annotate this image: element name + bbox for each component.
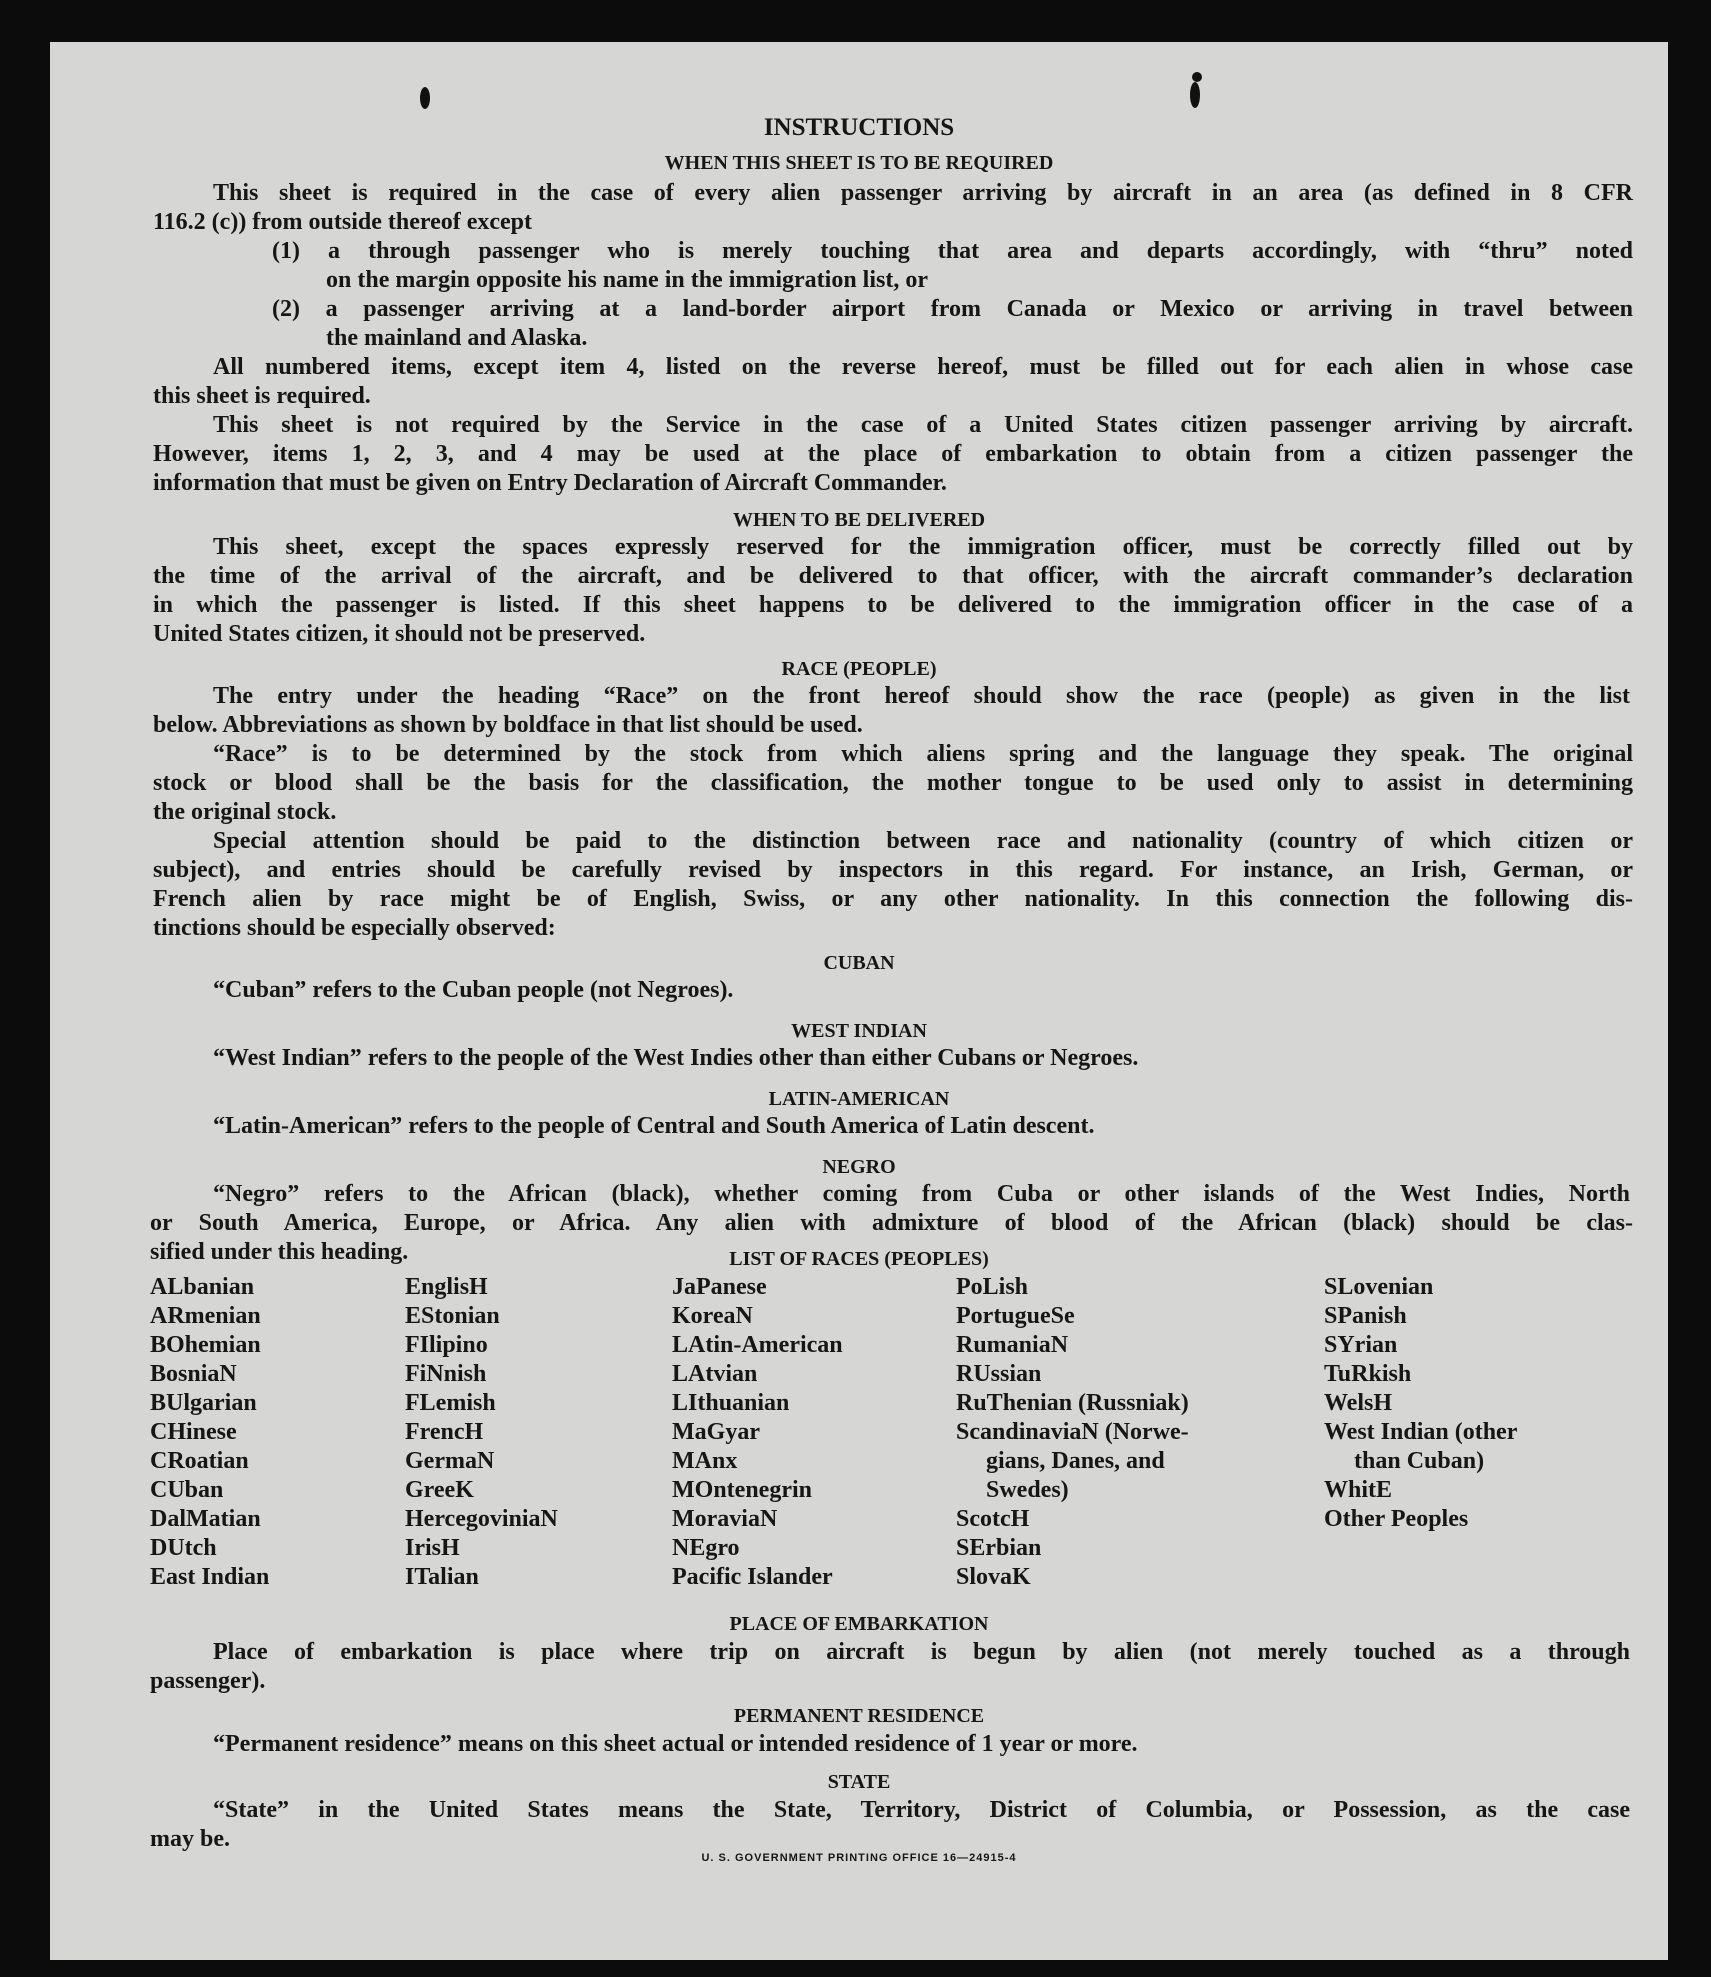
paragraph-line: “State” in the United States means the State, Territory, District of Columbia, or Possession, as the case xyxy=(213,1797,1630,1823)
section-heading-race: RACE (PEOPLE) xyxy=(781,658,937,680)
section-heading-cuban: CUBAN xyxy=(823,952,895,974)
paragraph-line: This sheet, except the spaces expressly reserved for the immigration officer, must be correctly filled out by xyxy=(213,534,1633,560)
race-item: TuRkish xyxy=(1324,1361,1412,1387)
race-item: WhitE xyxy=(1324,1477,1393,1503)
paragraph-line: subject), and entries should be carefully revised by inspectors in this regard. For instance, an Irish, German, or xyxy=(153,857,1633,883)
paragraph-line: This sheet is required in the case of every alien passenger arriving by aircraft in an area (as defined in 8 CFR xyxy=(213,180,1633,206)
section-heading-list-of-races: LIST OF RACES (PEOPLES) xyxy=(729,1248,989,1270)
race-item: RuThenian (Russniak) xyxy=(956,1390,1189,1416)
punch-hole-mark xyxy=(420,87,430,109)
paragraph-line: Special attention should be paid to the distinction between race and nationality (country of which citizen or xyxy=(213,828,1633,854)
race-item: SErbian xyxy=(956,1535,1042,1561)
race-item: West Indian (other xyxy=(1324,1419,1518,1445)
race-item: East Indian xyxy=(150,1564,270,1590)
paragraph-line: (1) a through passenger who is merely touching that area and departs accordingly, with “thru” noted xyxy=(272,238,1633,264)
race-item: WelsH xyxy=(1324,1390,1393,1416)
section-heading-west-indian: WEST INDIAN xyxy=(791,1020,927,1042)
races-column-2 xyxy=(405,1273,558,1592)
paragraph-line: 116.2 (c)) from outside thereof except xyxy=(153,209,533,235)
paragraph-line: stock or blood shall be the basis for the classification, the mother tongue to be used only to assist in determining xyxy=(153,770,1633,796)
page-title: INSTRUCTIONS xyxy=(763,114,955,141)
race-item: FrencH xyxy=(405,1419,484,1445)
paragraph-line: sified under this heading. xyxy=(150,1239,409,1265)
paragraph-line: “Cuban” refers to the Cuban people (not Negroes). xyxy=(213,977,734,1003)
race-item: DalMatian xyxy=(150,1506,261,1532)
paragraph-line: “Negro” refers to the African (black), whether coming from Cuba or other islands of the West Indies, North xyxy=(213,1181,1630,1207)
race-item: SLovenian xyxy=(1324,1274,1434,1300)
paragraph-line: “Permanent residence” means on this sheet actual or intended residence of 1 year or more. xyxy=(213,1731,1138,1757)
race-item: ScandinaviaN (Norwe- xyxy=(956,1419,1189,1445)
section-heading-negro: NEGRO xyxy=(822,1156,896,1178)
races-column-4 xyxy=(956,1273,1189,1592)
paragraph-line: tinctions should be especially observed: xyxy=(153,915,556,941)
race-item: GermaN xyxy=(405,1448,495,1474)
race-item: ALbanian xyxy=(150,1274,255,1300)
paragraph-line: “Latin-American” refers to the people of Central and South America of Latin descent. xyxy=(213,1113,1095,1139)
race-item: SPanish xyxy=(1324,1303,1407,1329)
paragraph-line: “West Indian” refers to the people of the West Indies other than either Cubans or Negroes. xyxy=(213,1045,1139,1071)
race-item: Pacific Islander xyxy=(672,1564,833,1590)
section-heading-embarkation: PLACE OF EMBARKATION xyxy=(729,1613,989,1635)
race-item: PoLish xyxy=(956,1274,1029,1300)
punch-hole-mark xyxy=(1190,82,1200,108)
race-item: LAtin-American xyxy=(672,1332,843,1358)
paragraph-line: (2) a passenger arriving at a land-border airport from Canada or Mexico or arriving in travel between xyxy=(272,296,1633,322)
printer-imprint: U. S. GOVERNMENT PRINTING OFFICE 16—24915-4 xyxy=(701,1852,1017,1864)
race-item: CRoatian xyxy=(150,1448,249,1474)
paragraph-line: This sheet is not required by the Service in the case of a United States citizen passenger arriving by aircraft. xyxy=(213,412,1633,438)
race-item: HercegoviniaN xyxy=(405,1506,558,1532)
paragraph-line: French alien by race might be of English, Swiss, or any other nationality. In this connection the following dis- xyxy=(153,886,1633,912)
paragraph-line: the original stock. xyxy=(153,799,337,825)
race-item: EnglisH xyxy=(405,1274,488,1300)
race-item: ARmenian xyxy=(150,1303,261,1329)
race-item: FiNnish xyxy=(405,1361,487,1387)
paragraph-line: the mainland and Alaska. xyxy=(326,325,588,351)
paragraph-line: However, items 1, 2, 3, and 4 may be used at the place of embarkation to obtain from a citizen passenger the xyxy=(153,441,1633,467)
race-item: ScotcH xyxy=(956,1506,1030,1532)
race-item: ITalian xyxy=(405,1564,479,1590)
paragraph-line: information that must be given on Entry Declaration of Aircraft Commander. xyxy=(153,470,947,496)
race-item: EStonian xyxy=(405,1303,500,1329)
races-column-1 xyxy=(150,1273,269,1592)
race-item: SYrian xyxy=(1324,1332,1398,1358)
paragraph-line: passenger). xyxy=(150,1668,266,1694)
race-item: RUssian xyxy=(956,1361,1042,1387)
race-item: MaGyar xyxy=(672,1419,760,1445)
race-item: GreeK xyxy=(405,1477,474,1503)
races-column-3 xyxy=(672,1273,843,1592)
race-item: LAtvian xyxy=(672,1361,758,1387)
race-item: FIlipino xyxy=(405,1332,488,1358)
race-item: MAnx xyxy=(672,1448,738,1474)
race-item: CHinese xyxy=(150,1419,237,1445)
race-item: NEgro xyxy=(672,1535,740,1561)
paragraph-line: on the margin opposite his name in the immigration list, or xyxy=(326,267,929,293)
section-heading-state: STATE xyxy=(827,1771,891,1793)
race-item: Other Peoples xyxy=(1324,1506,1469,1532)
race-item: LIthuanian xyxy=(672,1390,790,1416)
race-item: FLemish xyxy=(405,1390,496,1416)
section-heading-latin-american: LATIN-AMERICAN xyxy=(768,1088,950,1110)
races-column-5 xyxy=(1324,1273,1517,1534)
paragraph-line: in which the passenger is listed. If this sheet happens to be delivered to the immigration officer in the case of a xyxy=(153,592,1633,618)
paragraph-line: below. Abbreviations as shown by boldface in that list should be used. xyxy=(153,712,863,738)
paragraph-line: or South America, Europe, or Africa. Any alien with admixture of blood of the African (black) should be clas- xyxy=(150,1210,1633,1236)
race-item: than Cuban) xyxy=(1354,1448,1485,1474)
race-item: JaPanese xyxy=(672,1274,767,1300)
race-item: CUban xyxy=(150,1477,224,1503)
paragraph-line: The entry under the heading “Race” on the front hereof should show the race (people) as given in the list xyxy=(213,683,1630,709)
race-item: BUlgarian xyxy=(150,1390,257,1416)
section-heading-when-delivered: WHEN TO BE DELIVERED xyxy=(732,509,986,531)
race-item: RumaniaN xyxy=(956,1332,1069,1358)
section-heading-permanent-residence: PERMANENT RESIDENCE xyxy=(733,1705,985,1727)
race-item: SlovaK xyxy=(956,1564,1031,1590)
race-item: BosniaN xyxy=(150,1361,237,1387)
paragraph-line: may be. xyxy=(150,1826,230,1852)
paragraph-line: the time of the arrival of the aircraft, and be delivered to that officer, with the aircraft commander’s declaration xyxy=(153,563,1633,589)
race-item: MOntenegrin xyxy=(672,1477,812,1503)
race-item: KoreaN xyxy=(672,1303,753,1329)
paragraph-line: “Race” is to be determined by the stock from which aliens spring and the language they speak. The original xyxy=(213,741,1633,767)
race-item: Swedes) xyxy=(986,1477,1069,1503)
race-item: DUtch xyxy=(150,1535,217,1561)
paragraph-line: United States citizen, it should not be preserved. xyxy=(153,621,646,647)
paragraph-line: Place of embarkation is place where trip on aircraft is begun by alien (not merely touched as a through xyxy=(213,1639,1630,1665)
race-item: gians, Danes, and xyxy=(986,1448,1165,1474)
section-heading-when-required: WHEN THIS SHEET IS TO BE REQUIRED xyxy=(664,152,1054,174)
race-item: PortugueSe xyxy=(956,1303,1075,1329)
paragraph-line: this sheet is required. xyxy=(153,383,371,409)
document-sheet xyxy=(50,42,1668,1960)
paragraph-line: All numbered items, except item 4, listed on the reverse hereof, must be filled out for each alien in whose case xyxy=(213,354,1633,380)
race-item: IrisH xyxy=(405,1535,460,1561)
punch-hole-mark xyxy=(1192,72,1202,82)
race-item: MoraviaN xyxy=(672,1506,778,1532)
race-item: BOhemian xyxy=(150,1332,261,1358)
